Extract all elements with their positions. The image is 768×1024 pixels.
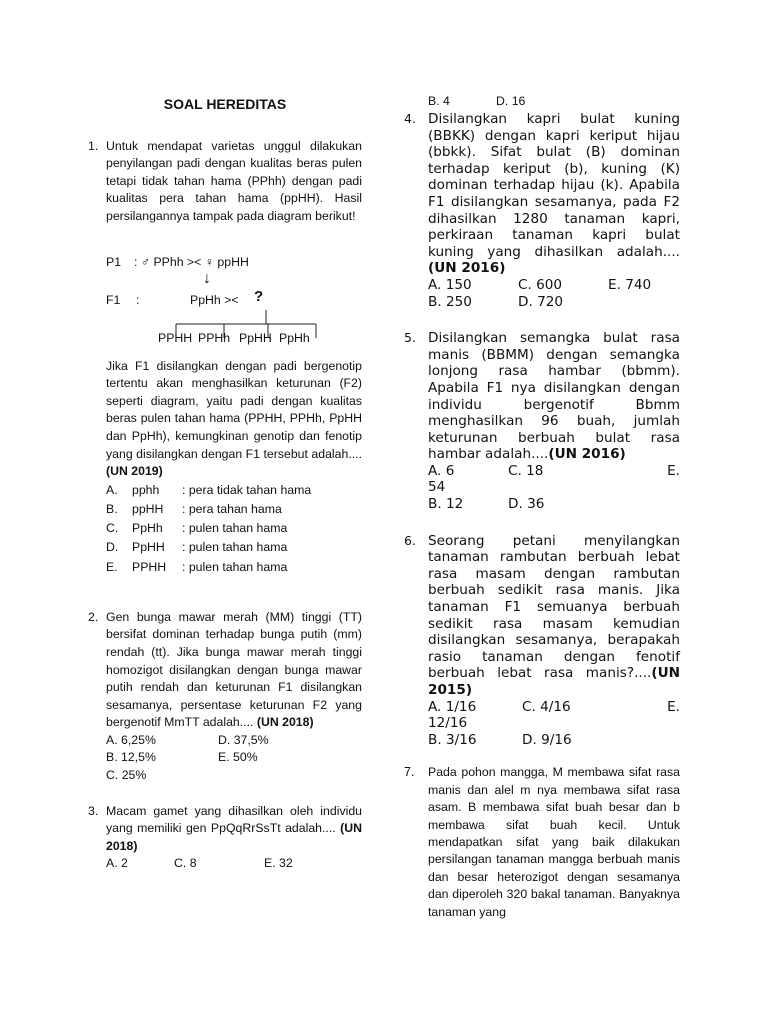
q6-options-row2 <box>428 732 680 749</box>
option[interactable]: B. 12 <box>428 496 464 513</box>
right-column <box>404 94 680 921</box>
q1-options <box>106 481 362 577</box>
option[interactable]: D. 9/16 <box>522 731 572 748</box>
question-number: 4. <box>404 111 416 126</box>
offspring-1: PPHH <box>158 330 193 345</box>
question-text: Seorang petani menyilangkan tanaman rambutan berbuah lebat rasa masam dengan rambutan berbuah sedikit rasa manis. Jika tanaman F1 semuanya berbuah sedikit rasa masam kemudian disilangkan sesamanya, berapakah rasio tanaman dengan fenotif berbuah lebat rasa manis?....(UN 2015) <box>428 532 680 698</box>
question-5 <box>404 330 680 513</box>
option[interactable]: D. 720 <box>518 293 564 310</box>
q5-options <box>428 463 680 480</box>
option-continuation: 12/16 <box>428 715 468 732</box>
question-number: 3. <box>88 803 99 818</box>
question-number: 1. <box>88 138 99 153</box>
arrow-down-icon: ↓ <box>203 269 211 287</box>
option[interactable]: A. pphh : pera tidak tahan hama <box>106 482 312 497</box>
option-continuation: 54 <box>428 479 446 496</box>
left-column <box>88 96 362 873</box>
option[interactable]: C. PpHh : pulen tahan hama <box>106 521 288 536</box>
option[interactable]: E. PPHH : pulen tahan hama <box>106 559 288 574</box>
option[interactable]: B. 12,5% <box>106 750 156 765</box>
q5-options-row2 <box>428 496 680 513</box>
option[interactable]: D. PpHH : pulen tahan hama <box>106 540 288 555</box>
question-3 <box>88 803 362 873</box>
source-label: (UN 2016) <box>428 260 506 277</box>
source-label: (UN 2016) <box>548 446 626 463</box>
page-title: SOAL HEREDITAS <box>163 96 287 112</box>
question-text: Disilangkan semangka bulat rasa manis (BBMM) dengan semangka lonjong rasa hambar (bbmm). Apabila F1 nya disilangkan dengan individu bergenotif Bbmm menghasilkan 96 buah, jumlah keturunan berbuah bulat rasa hambar adalah....(UN 2016) <box>428 330 680 463</box>
option[interactable]: A. 2 <box>106 856 128 871</box>
option[interactable]: A. 1/16 <box>428 698 477 715</box>
offspring-2: PPHh <box>198 330 231 345</box>
option[interactable]: E. 32 <box>264 856 293 871</box>
question-text: Untuk mendapat varietas unggul dilakukan penyilangan padi dengan kualitas beras pulen tetapi tidak tahan hama (PPhh) dengan padi kualitas pera tahan hama (ppHH). Hasil persilangannya tampak pada diagram berikut! <box>106 138 362 223</box>
f1-cross: PpHh >< <box>190 292 239 307</box>
source-label: (UN 2018) <box>256 715 314 730</box>
option[interactable]: A. 6,25% <box>106 732 156 747</box>
unknown-parent: ? <box>254 287 264 305</box>
option[interactable]: B. 3/16 <box>428 731 477 748</box>
option[interactable]: C. 8 <box>174 856 197 871</box>
option[interactable]: E. <box>667 698 680 715</box>
question-2 <box>88 609 362 785</box>
option[interactable]: D. 16 <box>496 94 526 108</box>
q6-options <box>428 699 680 716</box>
option[interactable]: D. 37,5% <box>218 732 269 747</box>
question-6 <box>404 533 680 749</box>
q3-options-row2 <box>404 94 680 109</box>
p1-label: P1 <box>106 254 122 269</box>
option[interactable]: E. 50% <box>218 750 258 765</box>
question-1 <box>88 138 362 481</box>
option[interactable]: C. 18 <box>508 462 544 479</box>
q2-options <box>106 732 362 785</box>
option[interactable]: A. 150 <box>428 276 472 293</box>
option[interactable]: E. 740 <box>608 276 652 293</box>
source-label: (UN 2015) <box>428 665 680 698</box>
q3-options-row1 <box>106 855 362 873</box>
option[interactable]: C. 4/16 <box>522 698 571 715</box>
option[interactable]: B. 250 <box>428 293 472 310</box>
option[interactable]: D. 36 <box>508 496 545 513</box>
question-number: 2. <box>88 609 99 624</box>
source-label: (UN 2018) <box>106 821 362 853</box>
question-text: Pada pohon mangga, M membawa sifat rasa manis dan alel m nya membawa sifat rasa asam. B membawa sifat buah besar dan b membawa sifat buah kecil. Untuk mendapatkan sifat yang baik dilakukan persilangan tanaman mangga berbuah manis dan besar heterozigot dengan sesamanya dan diperoleh 320 bakal tanaman. Banyaknya tanaman yang <box>428 765 680 919</box>
question-number: 5. <box>404 330 416 346</box>
question-text: Macam gamet yang dihasilkan oleh individu yang memiliki gen PpQqRrSsTt adalah.... (UN 2018) <box>106 803 362 853</box>
option[interactable]: B. ppHH : pera tahan hama <box>106 501 282 516</box>
offspring-4: PpHh <box>279 330 310 345</box>
question-number: 7. <box>404 765 415 780</box>
question-number: 6. <box>404 532 416 548</box>
question-7 <box>404 764 680 921</box>
q4-options <box>428 277 680 310</box>
option[interactable]: C. 600 <box>518 276 563 293</box>
f1-label: F1 <box>106 292 121 307</box>
question-text: Disilangkan kapri bulat kuning (BBKK) dengan kapri keriput hijau (bbkk). Sifat bulat (B) dominan terhadap keriput (b), kuning (K) dominan terhadap hijau (k). Apabila F1 disilangkan sesamanya, pada F2 dihasilkan 1280 tanaman kapri, perkiraan tanaman kapri bulat kuning yang dihasilkan adalah....(UN 2016) <box>428 111 680 277</box>
cross-diagram <box>106 236 362 346</box>
offspring-3: PpHH <box>239 330 272 345</box>
option[interactable]: B. 4 <box>428 94 450 108</box>
option[interactable]: C. 25% <box>106 768 147 783</box>
question-4 <box>404 111 680 310</box>
p1-cross: : ♂ PPhh >< ♀ ppHH <box>134 254 249 269</box>
f1-colon: : <box>136 292 140 307</box>
source-label: (UN 2019) <box>106 464 163 479</box>
question-text-2: Jika F1 disilangkan dengan padi bergenotip tertentu akan menghasilkan keturunan (F2) seperti diagram, yaitu padi dengan kualitas beras pulen tahan hama (PPHH, PPHh, PpHH dan PpHh), kemungkinan genotip dan fenotip yang disilangkan dengan F1 tersebut adalah.... (UN 2019) <box>106 358 362 479</box>
question-text: Gen bunga mawar merah (MM) tinggi (TT) bersifat dominan terhadap bunga putih (mm) rendah (tt). Jika bunga mawar merah tinggi homozigot disilangkan dengan bunga mawar putih rendah dan keturunan F1 disilangkan sesamanya, persentase keturunan F2 yang bergenotif MmTT adalah.... (UN 2018) <box>106 609 362 730</box>
option[interactable]: A. 6 <box>428 462 455 479</box>
option[interactable]: E. <box>667 462 680 479</box>
